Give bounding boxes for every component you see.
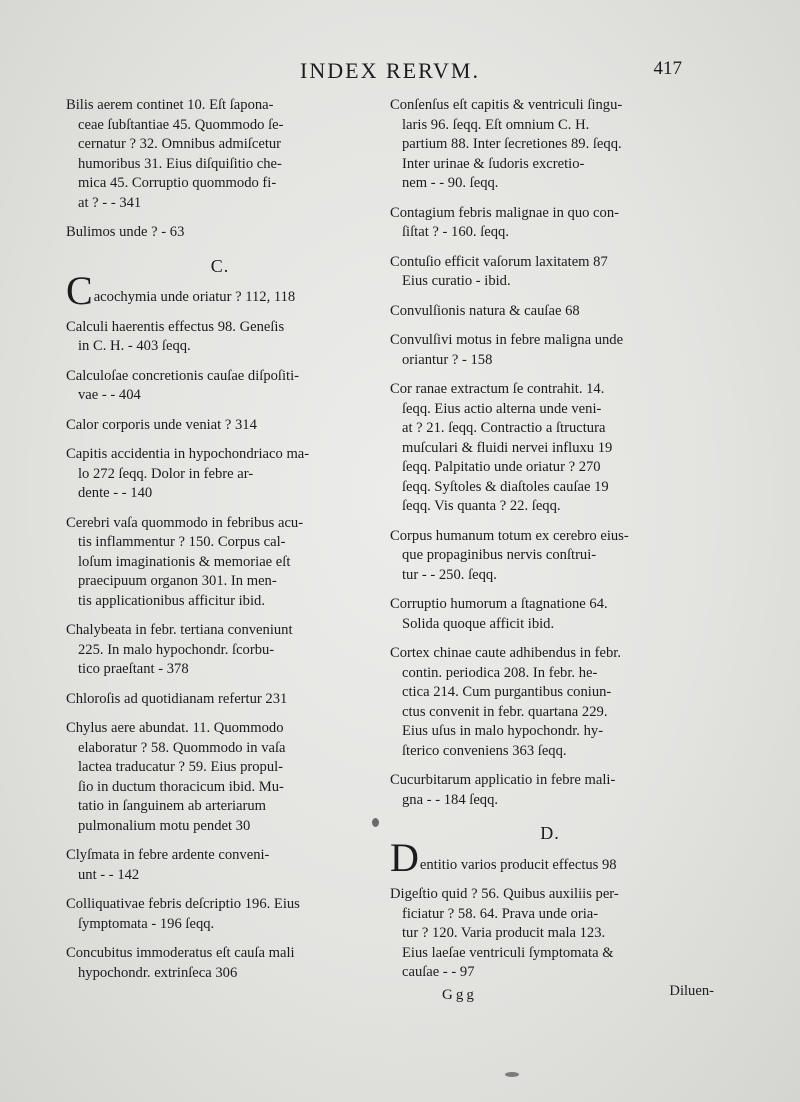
- entry-line: oriantur ? - 158: [402, 351, 493, 368]
- entry-line: lo 272 ſeqq. Dolor in febre ar-: [78, 465, 254, 482]
- index-entry: [66, 445, 374, 504]
- index-entry: [66, 895, 374, 934]
- entry-line: loſum imaginationis & memoriae eſt: [78, 553, 291, 570]
- entry-line: Solida quoque afficit ibid.: [402, 615, 555, 632]
- index-entry: [390, 835, 710, 880]
- entry-line: partium 88. Inter ſecretiones 89. ſeqq.: [402, 136, 622, 152]
- entry-line: at ? 21. ſeqq. Contractio a ſtructura: [402, 420, 606, 436]
- index-entry: [66, 719, 374, 836]
- entry-line: mica 45. Corruptio quommodo fi-: [78, 175, 277, 191]
- index-entry: [390, 302, 710, 322]
- index-entry: [390, 885, 710, 983]
- catchword: Diluen-: [669, 983, 714, 999]
- entry-line: Bilis aerem continet 10. Eſt ſapona-: [66, 97, 274, 113]
- right-index-column: [390, 96, 710, 993]
- entry-line: [66, 267, 374, 313]
- ink-speck: [372, 818, 379, 827]
- entry-line: tico praeſtant - 378: [78, 661, 189, 677]
- entry-line: pulmonalium motu pendet 30: [78, 817, 251, 834]
- index-entry: [390, 96, 710, 194]
- entry-line: gna - - 184 ſeqq.: [402, 791, 499, 808]
- entry-line: Corruptio humorum a ſtagnatione 64.: [390, 596, 608, 612]
- entry-line: tis applicationibus afficitur ibid.: [78, 592, 265, 609]
- signature-mark: Ggg: [442, 987, 477, 1003]
- entry-line: ctus convenit in febr. quartana 229.: [402, 703, 608, 720]
- section-letter: C.: [210, 255, 230, 276]
- index-entry: [390, 644, 710, 761]
- entry-line: ctica 214. Cum purgantibus coniun-: [402, 684, 612, 700]
- index-entry: [66, 944, 374, 983]
- entry-line: Calor corporis unde veniat ? 314: [66, 416, 257, 433]
- entry-line: ceae ſubſtantiae 45. Quommodo ſe-: [78, 116, 284, 133]
- entry-line: Digeſtio quid ? 56. Quibus auxiliis per-: [390, 886, 619, 902]
- entry-line: tatio in ſanguinem ab arteriarum: [78, 798, 267, 814]
- entry-line: ſeqq. Palpitatio unde oriatur ? 270: [402, 459, 601, 475]
- index-entry: [390, 527, 710, 586]
- entry-line: Cucurbitarum applicatio in febre mali-: [390, 772, 616, 788]
- entry-line: ſeqq. Eius actio alterna unde veni-: [402, 400, 602, 417]
- page-number: 417: [653, 58, 682, 79]
- running-header: [0, 58, 800, 88]
- index-entry: [66, 621, 374, 680]
- entry-line: at ? - - 341: [78, 194, 142, 211]
- index-entry: [390, 595, 710, 634]
- entry-line: laris 96. ſeqq. Eſt omnium C. H.: [402, 116, 590, 133]
- entry-line: ficiatur ? 58. 64. Prava unde oria-: [402, 905, 599, 922]
- left-index-column: [66, 96, 374, 993]
- index-entry: [66, 267, 374, 313]
- entry-line: ſiſtat ? - 160. ſeqq.: [402, 224, 509, 240]
- entry-line: unt - - 142: [78, 866, 140, 883]
- entry-line: Concubitus immoderatus eſt cauſa mali: [66, 945, 295, 961]
- entry-line: Eius laeſae ventriculi ſymptomata &: [402, 944, 614, 961]
- index-entry: [390, 771, 710, 810]
- entry-line: ſymptomata - 196 ſeqq.: [78, 915, 215, 932]
- entry-line: Contuſio efficit vaſorum laxitatem 87: [390, 253, 608, 270]
- entry-line: nem - - 90. ſeqq.: [402, 175, 499, 191]
- index-entry: [66, 367, 374, 406]
- drop-cap: C: [66, 267, 93, 313]
- entry-line: Eius curatio - ibid.: [402, 273, 511, 289]
- entry-line: Convulſionis natura & cauſae 68: [390, 302, 580, 319]
- index-entry: [66, 223, 374, 243]
- entry-line: Contagium febris malignae in quo con-: [390, 204, 619, 221]
- entry-line: cernatur ? 32. Omnibus admiſcetur: [78, 136, 282, 152]
- entry-line: Chloroſis ad quotidianam refertur 231: [66, 690, 288, 707]
- entry-line: dente - - 140: [78, 485, 153, 501]
- entry-line: in C. H. - 403 ſeqq.: [78, 338, 191, 354]
- entry-line: ſeqq. Syſtoles & diaſtoles cauſae 19: [402, 478, 609, 495]
- entry-line: que propaginibus nervis conſtrui-: [402, 547, 597, 563]
- entry-line: ſio in ductum thoracicum ibid. Mu-: [78, 778, 284, 795]
- page-title: INDEX RERVM.: [300, 58, 480, 83]
- entry-line: Bulimos unde ? - 63: [66, 224, 185, 240]
- entry-line: 225. In malo hypochondr. ſcorbu-: [78, 641, 275, 658]
- entry-line: cauſae - - 97: [402, 964, 475, 980]
- entry-line: Calculoſae concretionis cauſae diſpoſiti-: [66, 367, 300, 384]
- entry-line: Cor ranae extractum ſe contrahit. 14.: [390, 381, 605, 397]
- entry-line: Convulſivi motus in febre maligna unde: [390, 332, 624, 348]
- entry-line: Conſenſus eſt capitis & ventriculi ſingu-: [390, 97, 623, 113]
- index-entry: [66, 318, 374, 357]
- index-entry: [390, 331, 710, 370]
- ink-speck: [505, 1072, 519, 1077]
- entry-line: Cortex chinae caute adhibendus in febr.: [390, 645, 621, 661]
- section-letter: D.: [540, 823, 560, 843]
- index-entry: [390, 204, 710, 243]
- entry-text: acochymia unde oriatur ? 112, 118: [93, 289, 296, 305]
- entry-line: ſeqq. Vis quanta ? 22. ſeqq.: [402, 498, 561, 514]
- index-entry: [66, 96, 374, 213]
- entry-line: praecipuum organon 301. In men-: [78, 573, 277, 589]
- entry-line: vae - - 404: [78, 387, 141, 403]
- entry-line: tis inflammentur ? 150. Corpus cal-: [78, 534, 286, 550]
- entry-line: humoribus 31. Eius diſquiſitio che-: [78, 155, 282, 172]
- entry-line: Cerebri vaſa quommodo in febribus acu-: [66, 514, 304, 531]
- entry-line: Colliquativae febris deſcriptio 196. Eius: [66, 896, 300, 912]
- entry-line: elaboratur ? 58. Quommodo in vaſa: [78, 739, 286, 756]
- drop-cap: D: [390, 835, 419, 880]
- entry-line: Capitis accidentia in hypochondriaco ma-: [66, 446, 310, 462]
- entry-line: hypochondr. extrinſeca 306: [78, 964, 238, 981]
- entry-line: muſculari & fluidi nervei influxu 19: [402, 439, 613, 456]
- entry-text: entitio varios producit effectus 98: [419, 856, 617, 873]
- entry-line: Corpus humanum totum ex cerebro eius-: [390, 527, 629, 544]
- index-entry: [66, 514, 374, 612]
- entry-line: tur ? 120. Varia producit mala 123.: [402, 925, 606, 941]
- entry-line: lactea traducatur ? 59. Eius propul-: [78, 759, 284, 775]
- index-entry: [66, 690, 374, 710]
- entry-line: Calculi haerentis effectus 98. Geneſis: [66, 318, 285, 335]
- index-entry: [66, 846, 374, 885]
- entry-line: tur - - 250. ſeqq.: [402, 566, 497, 583]
- entry-line: Inter urinae & ſudoris excretio-: [402, 155, 585, 172]
- entry-line: Chylus aere abundat. 11. Quommodo: [66, 720, 284, 736]
- index-entry: [390, 253, 710, 292]
- entry-line: contin. periodica 208. In febr. he-: [402, 664, 598, 681]
- index-entry: [390, 380, 710, 517]
- entry-line: [390, 835, 710, 880]
- index-entry: [66, 416, 374, 436]
- entry-line: ſterico conveniens 363 ſeqq.: [402, 742, 567, 759]
- entry-line: Eius uſus in malo hypochondr. hy-: [402, 723, 604, 739]
- entry-line: Clyſmata in febre ardente conveni-: [66, 847, 270, 863]
- entry-line: Chalybeata in febr. tertiana conveniunt: [66, 622, 293, 638]
